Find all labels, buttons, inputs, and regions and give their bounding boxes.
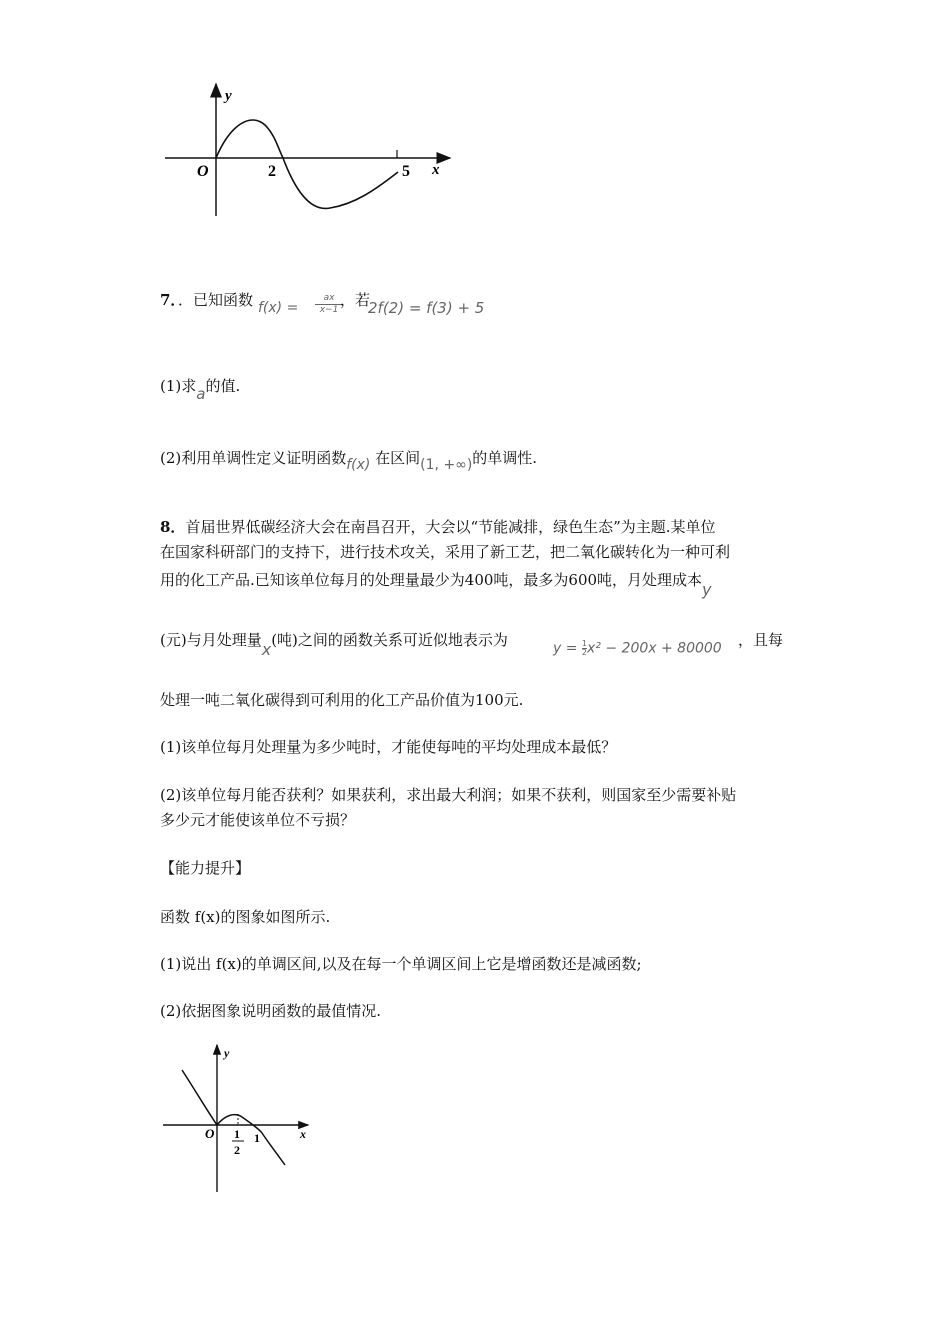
q8-line5: 处理一吨二氧化碳得到可利用的化工产品价值为100元.: [160, 691, 524, 709]
q7-part2: (2)利用单调性定义证明函数f(x) 在区间(1, +∞)的单调性.: [160, 449, 538, 473]
y-label-2: y: [224, 1046, 230, 1060]
x-label: x: [432, 162, 440, 178]
q8-part2-line2: 多少元才能使该单位不亏损？: [160, 811, 356, 829]
origin-label-2: O: [205, 1126, 215, 1141]
q7-frac-num: ax: [323, 293, 335, 303]
q7-interval: (1, +∞): [420, 457, 473, 473]
graph-1: [160, 80, 460, 225]
q8-var-x: x: [261, 640, 272, 659]
curve: [216, 120, 398, 208]
q7-number: 7．: [160, 291, 178, 309]
section-part1: (1)说出 f(x)的单调区间,以及在每一个单调区间上它是增函数还是减函数;: [160, 955, 642, 973]
graph-2: [160, 1040, 320, 1200]
tick-one-label: 1: [254, 1131, 260, 1145]
q7-var-a: a: [196, 385, 206, 403]
q8-formula: y = $\frac{1}{2}$ x² − 200x + 80000: [553, 639, 722, 657]
q7-condition: 2f(2) = f(3) + 5: [368, 299, 485, 317]
half-num: 1: [234, 1127, 240, 1141]
q8-line2: 在国家科研部门的支持下，进行技术攻关，采用了新工艺，把二氧化碳转化为一种可利: [160, 543, 731, 561]
x-label-2: x: [300, 1127, 306, 1141]
half-den: 2: [234, 1143, 240, 1157]
q8-var-y: y: [702, 580, 712, 599]
q7-part1: (1)求a的值.: [160, 377, 241, 403]
q7-line: [160, 290, 253, 310]
q8-line1: 8．首届世界低碳经济大会在南昌召开，大会以“节能减排，绿色生态”为主题.某单位: [160, 518, 716, 536]
q7-func: f(x) =: [258, 300, 299, 316]
q8-line4: (元)与月处理量x(吨)之间的函数关系可近似地表示为: [160, 631, 508, 659]
origin-label: O: [197, 163, 209, 180]
q8-formula-frac: $\frac{1}{2}$: [581, 639, 588, 657]
q8-number: 8．: [160, 518, 186, 536]
q7-fx: f(x): [346, 457, 371, 473]
q8-part2-line1: (2)该单位每月能否获利？如果获利，求出最大利润；如果不获利，则国家至少需要补贴: [160, 786, 737, 804]
q8-part1: (1)该单位每月处理量为多少吨时，才能使每吨的平均处理成本最低？: [160, 738, 617, 756]
q8-line4-end: ，且每: [738, 631, 784, 649]
y-label: y: [225, 88, 232, 104]
q7-fraction: [315, 293, 343, 316]
tick-2-label: 2: [268, 163, 276, 180]
q7-frac-den: x−1: [315, 304, 343, 316]
q7-comma-if: ，若: [340, 291, 371, 309]
section-intro: 函数 f(x)的图象如图所示.: [160, 908, 331, 926]
tick-5-label: 5: [402, 163, 410, 180]
section-part2: (2)依据图象说明函数的最值情况.: [160, 1002, 382, 1020]
section-heading: 【能力提升】: [160, 859, 251, 877]
q7-intro: ．已知函数: [177, 291, 253, 309]
q8-line3: 用的化工产品.已知该单位每月的处理量最少为400吨，最多为600吨，月处理成本y: [160, 571, 712, 599]
